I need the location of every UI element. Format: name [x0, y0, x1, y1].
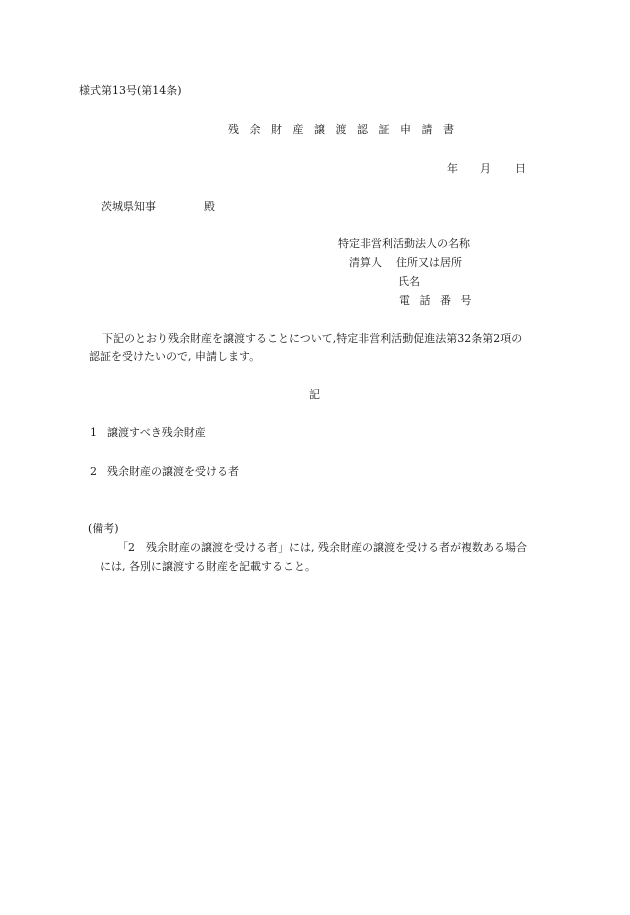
form-number: 様式第13号(第14条): [79, 84, 182, 97]
item-number: 2: [90, 465, 97, 478]
addressee-name: 茨城県知事: [101, 200, 156, 213]
liquidator-row: [349, 256, 462, 269]
item-label: 譲渡すべき残余財産: [107, 426, 206, 439]
liquidator-label: 清算人: [349, 256, 382, 269]
date-day-label: 日: [515, 162, 526, 175]
body-text-line-2: 認証を受けたいので, 申請します。: [89, 350, 261, 363]
item-number: 1: [90, 426, 97, 439]
ki-heading: 記: [309, 388, 320, 401]
date-row: [0, 162, 630, 178]
addressee-honorific: 殿: [204, 200, 215, 213]
item-label: 残余財産の譲渡を受ける者: [107, 465, 239, 478]
phone-label: 電 話 番 号: [399, 294, 475, 307]
addressee: [101, 200, 215, 213]
remarks-heading: (備考): [88, 522, 119, 535]
name-label: 氏名: [398, 275, 420, 288]
org-name-label: 特定非営利活動法人の名称: [338, 237, 470, 250]
body-text-line-1: 下記のとおり残余財産を譲渡することについて,特定非営利活動促進法第32条第2項の: [102, 332, 523, 345]
list-item: [90, 426, 206, 439]
remarks-line-2: には, 各別に譲渡する財産を記載すること。: [100, 560, 316, 573]
remarks-line-1: 「2 残余財産の譲渡を受ける者」には, 残余財産の譲渡を受ける者が複数ある場合: [117, 541, 527, 554]
address-label: 住所又は居所: [396, 256, 462, 269]
document-title: 残 余 財 産 譲 渡 認 証 申 請 書: [228, 123, 458, 136]
date-month-label: 月: [480, 162, 491, 175]
list-item: [90, 465, 239, 478]
date-year-label: 年: [447, 162, 458, 175]
